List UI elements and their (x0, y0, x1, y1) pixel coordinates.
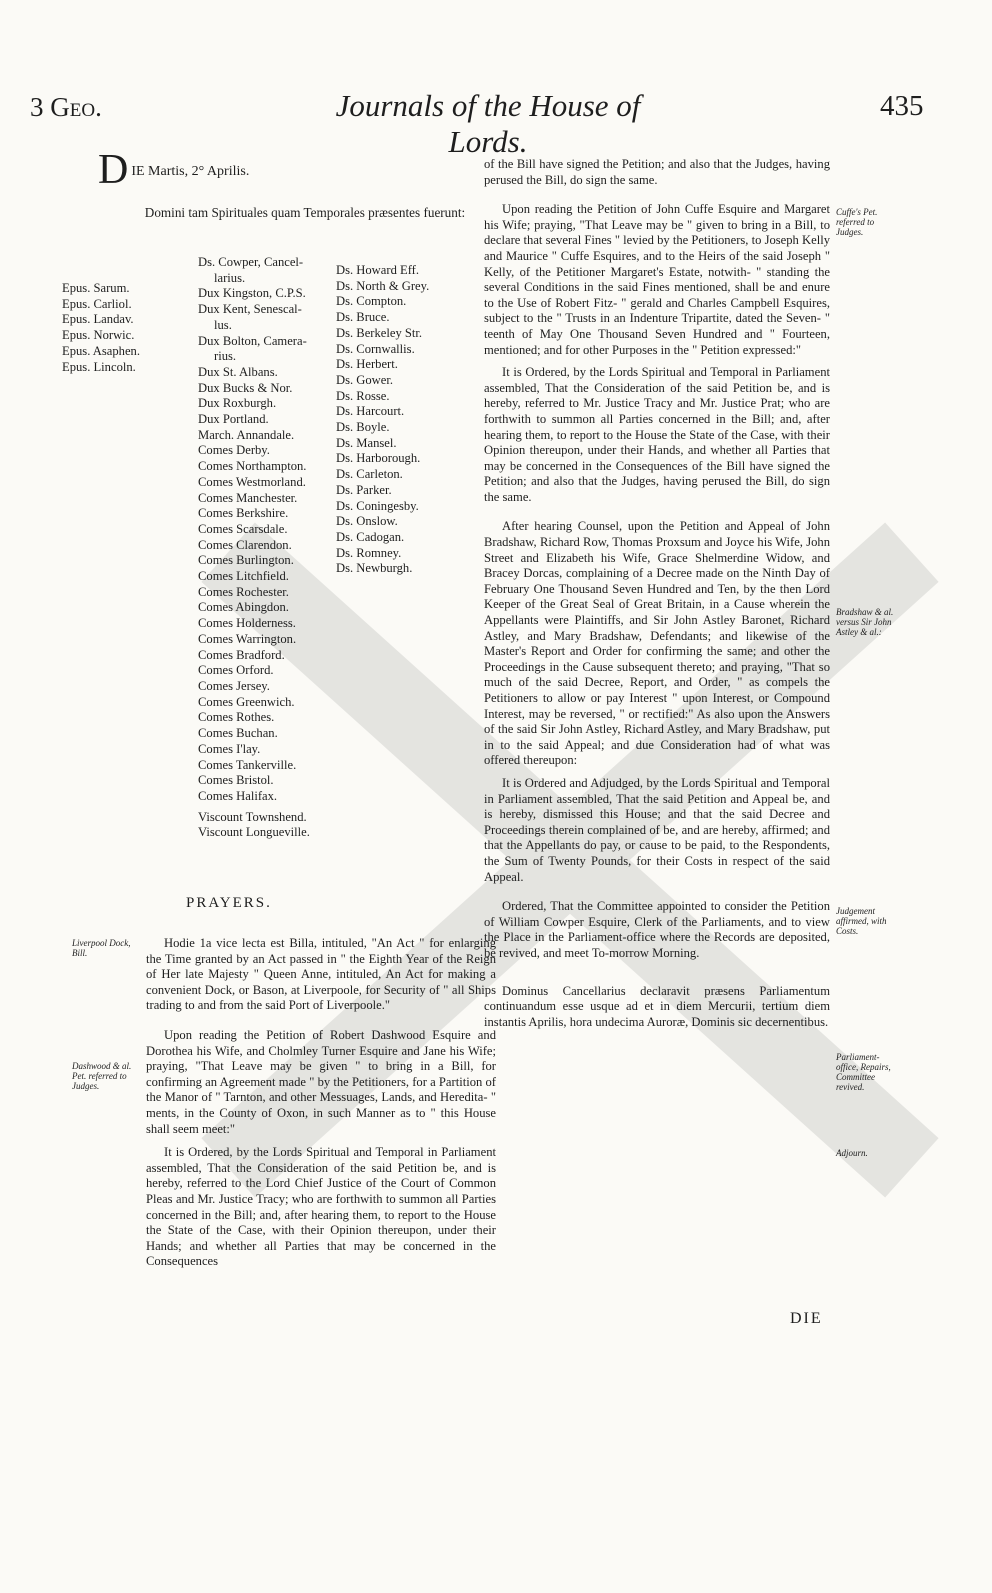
sitting-heading (98, 147, 458, 193)
lord-name: Comes Rochester. (198, 584, 289, 599)
lord-name: Comes Halifax. (198, 788, 278, 803)
lord-name: Ds. Mansel. (336, 435, 397, 450)
lord-name: Viscount Longueville. (198, 825, 310, 840)
parliament-office-paragraph: Ordered, That the Committee appointed to consider the Petition of William Cowper Esquire, Clerk of the Parliaments, and to view the Place in the Parliament-office where the Records are deposited, be revived, and meet To-morrow Morning. (484, 899, 830, 960)
lord-name: Comes Scarsdale. (198, 521, 288, 536)
lord-name: Comes Northampton. (198, 459, 307, 474)
lord-name: Ds. Parker. (336, 482, 392, 497)
lord-name: Comes Holderness. (198, 616, 296, 631)
lord-name: Dux Bucks & Nor. (198, 380, 293, 395)
lord-name: Ds. Romney. (336, 545, 402, 560)
left-column-body (146, 936, 496, 1270)
lord-name: Comes Greenwich. (198, 694, 295, 709)
right-column-body (484, 157, 830, 1030)
lord-name: Comes Litchfield. (198, 569, 289, 584)
lord-name: Ds. Howard Eff. (336, 263, 420, 277)
lord-name: Dux St. Albans. (198, 364, 278, 379)
lord-name: Comes Tankerville. (198, 757, 297, 772)
lord-name: Viscount Townshend. (198, 809, 307, 824)
dashwood-petition-paragraph: Upon reading the Petition of Robert Dashwood Esquire and Dorothea his Wife, and Cholmley Turner Esquire and Jane his Wife; praying, "That Leave may be given " to bring in a Bill, for confirming an Agreement made " by the Petitioners, for a Partition of the Manor of " Tarnton, and other Messuages, Lands, and Heredita- " ments, in the County of Oxon, in such Manner as to " this House shall seem meet:" (146, 1027, 496, 1136)
lord-name: Comes Burlington. (198, 553, 294, 568)
lord-name: Ds. North & Grey. (336, 278, 430, 293)
lord-name: Comes Jersey. (198, 678, 270, 693)
margin-note-liverpool: Liverpool Dock, Bill. (72, 938, 131, 958)
margin-note-parliament-office: Parliament-office, Repairs, Committee revived. (836, 1052, 891, 1092)
bradshaw-order-paragraph: It is Ordered and Adjudged, by the Lords Spiritual and Temporal in Parliament assembled, That the said Petition and Appeal be, and is hereby, dismissed this House; and that the said Decree and Proceedings therein complained of be, and are hereby, affirmed; and that the Appellants do pay, or cause to be paid, to the Respondents, the Sum of Twenty Pounds, for their Costs in respect of the said Appeal. (484, 775, 830, 884)
temporal-lords-list-2 (336, 263, 429, 577)
lord-name: Ds. Cadogan. (336, 529, 405, 544)
prayers-heading: PRAYERS. (186, 895, 272, 911)
lord-name: Ds. Boyle. (336, 420, 390, 435)
lord-name: Ds. Coningesby. (336, 498, 419, 513)
lord-name: Ds. Onslow. (336, 514, 398, 529)
margin-note-bradshaw: Bradshaw & al. versus Sir John Astley & al.: (836, 607, 894, 637)
lord-name: Comes Buchan. (198, 726, 278, 741)
adjourn-paragraph: Dominus Cancellarius declaravit præsens Parliamentum continuandum esse usque ad et in diem Mercurii, tertium diem instantis Aprilis, hora undecima Auroræ, Dominis sic decernentibus. (484, 983, 830, 1029)
lord-name: Comes Clarendon. (198, 537, 292, 552)
margin-note-adjourn: Adjourn. (836, 1148, 868, 1158)
cuffe-petition-paragraph: Upon reading the Petition of John Cuffe Esquire and Margaret his Wife; praying, "That Leave may be " given to bring in a Bill, to declare that several Fines " levied by the Petitioners, to Joseph Kelly and Maurice " Cuffe Esquires, and to the Heirs of the said Joseph " Kelly, of the Petitioner Margaret's Estate, notwith- " standing the several Conditions in the said Fines mentioned, shall be and enure to the Use of Robert Fitz- " gerald and Charles Campbell Esquires, subject to the " Trusts in an Indenture Tripartite, dated the Seven- " teenth of May One Thousand Seven Hundred and " Fourteen, mentioned; and for other Purposes in the " Petition expressed:" (484, 202, 830, 357)
lord-name: March. Annandale. (198, 427, 295, 442)
lord-name: Ds. Herbert. (336, 357, 398, 372)
lord-name: Ds. Rosse. (336, 388, 390, 403)
lord-name: lus. (214, 317, 232, 332)
lord-name: Comes Bradford. (198, 647, 285, 662)
bishop-name: Epus. Sarum. (62, 281, 130, 295)
bishop-name: Epus. Lincoln. (62, 359, 136, 374)
lord-name: Comes Derby. (198, 443, 270, 458)
page-number: 435 (880, 90, 924, 122)
lord-name: Comes Bristol. (198, 773, 274, 788)
lord-name: Comes Westmorland. (198, 474, 306, 489)
lord-name: Ds. Cowper, Cancel- (198, 255, 304, 269)
cuffe-order-paragraph: It is Ordered, by the Lords Spiritual and Temporal in Parliament assembled, That the Consideration of the said Petition be, and is hereby, referred to Mr. Justice Tracy and Mr. Justice Prat; who are forthwith to summon all Parties concerned in the Bill; and, after hearing them, to report to the House the State of the Case, with their Opinion thereupon, under their Hands, and whether all Parties that may be concerned in the Consequences of the Bill have signed the Petition; and also that the Judges, having perused the Bill, do sign the same. (484, 365, 830, 504)
catchword: DIE (790, 1310, 823, 1327)
continuation-paragraph: of the Bill have signed the Petition; and also that the Judges, having perused the Bill, do sign the same. (484, 157, 830, 187)
lord-name: Ds. Harcourt. (336, 404, 405, 419)
lord-name: Ds. Compton. (336, 294, 407, 309)
lord-name: Dux Kingston, C.P.S. (198, 286, 306, 301)
lord-name: Comes Manchester. (198, 490, 298, 505)
lord-name: Dux Kent, Senescal- (198, 302, 302, 317)
lord-name: Comes Orford. (198, 663, 274, 678)
lord-name: Comes Berkshire. (198, 506, 289, 521)
lord-name: Comes Rothes. (198, 710, 275, 725)
margin-note-cuffe: Cuffe's Pet. referred to Judges. (836, 207, 878, 237)
lord-name: Ds. Gower. (336, 372, 394, 387)
margin-note-judgement: Judgement affirmed, with Costs. (836, 906, 887, 936)
bishop-name: Epus. Carliol. (62, 296, 132, 311)
lord-name: Comes Abingdon. (198, 600, 289, 615)
lord-name: Comes Warrington. (198, 631, 297, 646)
margin-note-dashwood: Dashwood & al. Pet. referred to Judges. (72, 1061, 132, 1091)
lord-name: larius. (214, 270, 246, 285)
bishop-name: Epus. Landav. (62, 312, 134, 327)
drop-cap: D (98, 147, 129, 193)
lord-name: Ds. Bruce. (336, 310, 390, 325)
lord-name: Comes I'lay. (198, 741, 261, 756)
lord-name: Ds. Carleton. (336, 467, 403, 482)
running-head-left: 3 Geo. (30, 92, 102, 122)
lord-name: Ds. Newburgh. (336, 561, 413, 576)
lord-name: Ds. Berkeley Str. (336, 325, 423, 340)
sitting-date: IE Martis, 2° Aprilis. (131, 164, 250, 179)
lord-name: Dux Portland. (198, 412, 269, 427)
lord-name: Dux Roxburgh. (198, 396, 277, 411)
bishops-list (62, 281, 140, 375)
liverpool-bill-paragraph: Hodie 1a vice lecta est Billa, intituled, "An Act " for enlarging the Time granted by an Act passed in " the Eighth Year of the Reign of Her late Majesty " Queen Anne, intituled, An Act for making a convenient Dock, or Bason, at Liverpoole, for Security of " all Ships trading to and from the said Port of Liverpoole." (146, 936, 496, 1013)
lord-name: Dux Bolton, Camera- (198, 333, 307, 348)
running-head-title: Journals of the House of Lords. (335, 88, 641, 159)
bishop-name: Epus. Asaphen. (62, 343, 141, 358)
temporal-lords-list-1 (198, 255, 310, 841)
bradshaw-appeal-paragraph: After hearing Counsel, upon the Petition and Appeal of John Bradshaw, Richard Row, Thomas Proxsum and Joyce his Wife, John Street and Elizabeth his Wife, Grace Shelmerdine Widow, and Bracey Dorcas, complaining of a Decree made on the Ninth Day of February One Thousand Seven Hundred and Ten, by the then Lord Keeper of the Great Seal of Great Britain, in a Cause wherein the Appellants were Plaintiffs, and Sir John Astley Baronet, Richard Astley, and Mary Bradshaw, Defendants; and likewise of the Master's Report and Order for confirming the same; and other the Proceedings in the Cause subsequent thereto; and praying, "That so much of the said Decree, Report, and Order, " as compels the Petitioners to allow or pay Interest " upon Interest, or Compound Interest, may be reversed, " or rectified:" As also upon the Answers of the said Sir John Astley, Richard Astley, and Mary Bradshaw, put in to the said Appeal; and due Consideration had of what was offered thereupon: (484, 519, 830, 768)
dashwood-order-paragraph: It is Ordered, by the Lords Spiritual and Temporal in Parliament assembled, That the Consideration of the said Petition be, and is hereby, referred to the Lord Chief Justice of the Court of Common Pleas and Mr. Justice Tracy; who are forthwith to summon all Parties concerned in the Bill; and, after hearing them, to report to the House the State of the Case, with their Opinion thereupon, under their Hands; and whether all Parties that may be concerned in the Consequences (146, 1145, 496, 1269)
present-heading: Domini tam Spirituales quam Temporales præsentes fuerunt: (144, 205, 466, 220)
bishop-name: Epus. Norwic. (62, 328, 135, 343)
lord-name: Ds. Cornwallis. (336, 341, 415, 356)
lord-name: rius. (214, 349, 237, 364)
lord-name: Ds. Harborough. (336, 451, 421, 466)
